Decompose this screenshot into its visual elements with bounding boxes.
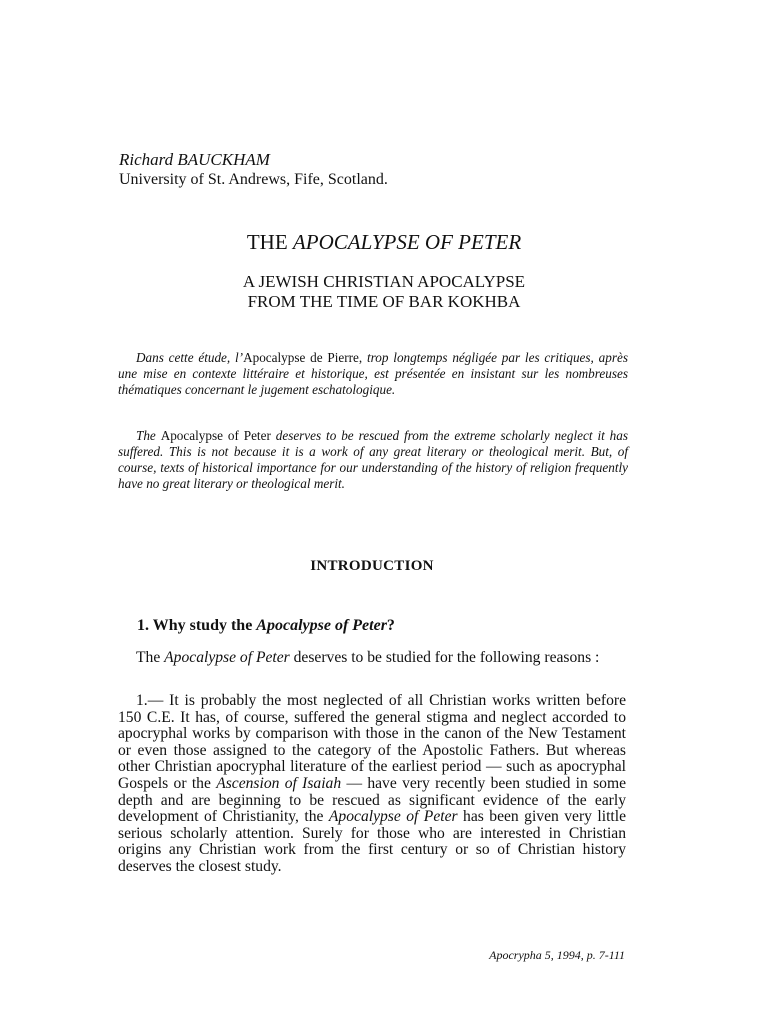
author-affiliation: University of St. Andrews, Fife, Scotland.	[119, 171, 388, 188]
para2-seg4: Apocalypse of Peter	[328, 808, 458, 826]
para1-seg1: The	[136, 649, 165, 666]
para1-seg3: deserves to be studied for the following reasons :	[289, 649, 600, 666]
section-heading	[137, 616, 395, 636]
section-italic: Apocalypse of Peter	[256, 617, 387, 634]
abstract-fr-seg3: trop longtemps négligée par les critiques, après une mise en contexte littéraire et historique, est présentée en insistant sur les nombreuses thématiques concernant le jugement eschatologique.	[118, 350, 628, 397]
para2-seg3: — have very recently been studied in some depth and are beginning to be rescued as significant evidence of the early development of Christianity, the	[118, 774, 627, 826]
section-prefix: 1. Why study the	[137, 617, 257, 634]
abstract-fr-seg2: Apocalypse de Pierre,	[243, 350, 363, 365]
body-paragraph-2	[118, 693, 626, 876]
author-name: Richard BAUCKHAM	[119, 150, 270, 169]
section-suffix: ?	[386, 617, 395, 634]
abstract-en-seg2: Apocalypse of Peter	[160, 428, 271, 443]
title-italic: APOCALYPSE OF PETER	[292, 230, 522, 254]
introduction-heading: INTRODUCTION	[310, 558, 434, 574]
abstract-en-seg3: deserves to be rescued from the extreme scholarly neglect it has suffered. This is not because it is a work of any great literary or theological merit. But, of course, texts of historical importance for our understanding of the history of religion frequently have no great literary or theological merit.	[118, 428, 628, 491]
para2-seg1: 1.— It is probably the most neglected of all Christian works written before 150 C.E. It has, of course, suffered the general stigma and neglect accorded to apocryphal works by comparison with those in the canon of the New Testament or even those assigned to the category of the Apostolic Fathers. But whereas other Christian apocryphal literature of the earliest period — such as apocryphal Gospels or the	[118, 692, 626, 792]
body-paragraph-1	[118, 650, 626, 667]
title-prefix: THE	[246, 230, 293, 254]
para2-seg5: has been given very little serious scholarly attention. Surely for those who are interested in Christian origins any Christian work from the first century or so of Christian history deserves the closest study.	[118, 808, 627, 875]
paper-subtitle	[0, 272, 768, 312]
abstract-french	[118, 350, 628, 398]
para2-seg2: Ascension of Isaiah	[216, 774, 342, 792]
abstract-fr-seg1: Dans cette étude, l’	[136, 350, 244, 365]
para1-seg2: Apocalypse of Peter	[164, 649, 290, 666]
subtitle-line-1: A JEWISH CHRISTIAN APOCALYPSE	[242, 272, 526, 291]
journal-citation-footer: Apocrypha 5, 1994, p. 7-111	[489, 948, 625, 962]
abstract-english	[118, 428, 628, 492]
author-block	[119, 150, 639, 190]
paper-title	[0, 229, 768, 255]
subtitle-line-2: FROM THE TIME OF BAR KOKHBA	[247, 292, 521, 311]
abstract-en-seg1: The	[136, 428, 161, 443]
